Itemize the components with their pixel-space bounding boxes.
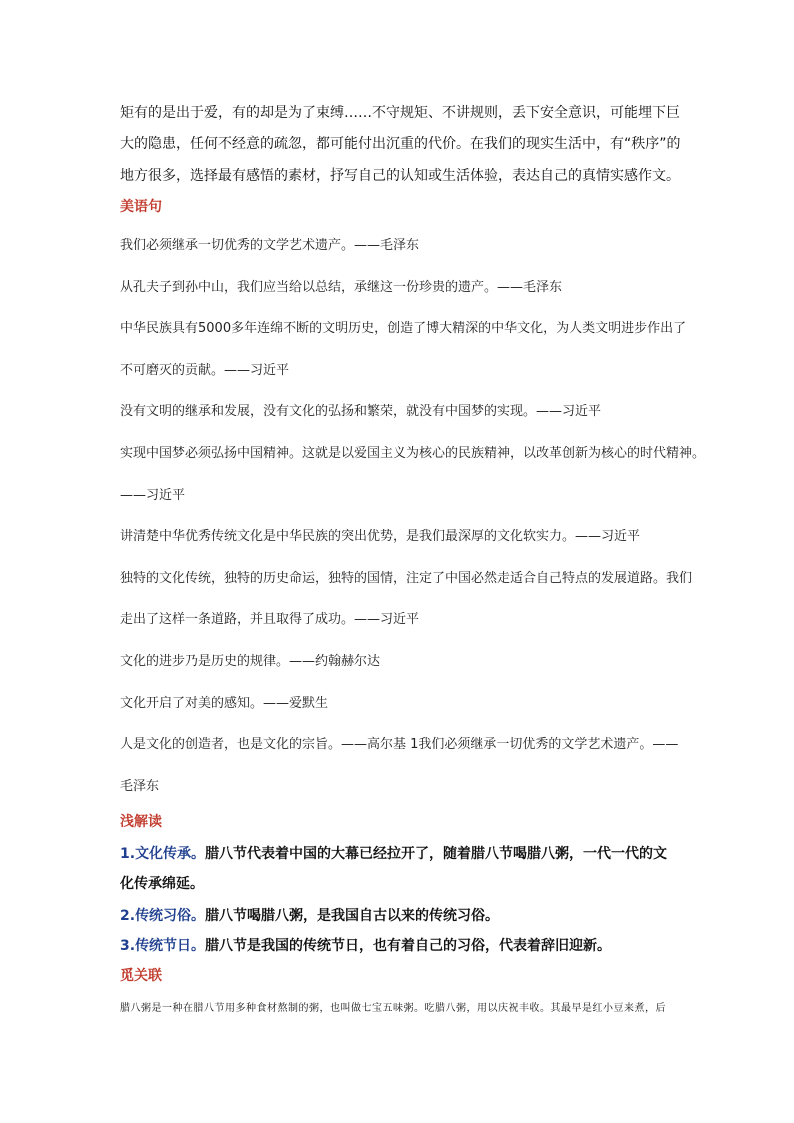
quote-line: 不可磨灭的贡献。——习近平 bbox=[120, 363, 290, 378]
quote-line: ——习近平 bbox=[120, 488, 186, 503]
interpret-number: 3. bbox=[120, 938, 136, 954]
interpret-title: 传统习俗。 bbox=[135, 908, 206, 924]
interpret-title: 传统节日。 bbox=[135, 938, 206, 954]
quote-line: 中华民族具有5000多年连绵不断的文明历史，创造了博大精深的中华文化，为人类文明进步作出了 bbox=[120, 321, 687, 336]
intro-line: 大的隐患，任何不经意的疏忽，都可能付出沉重的代价。在我们的现实生活中，有“秩序”的 bbox=[120, 136, 681, 152]
section-heading-quotes: 美语句 bbox=[120, 199, 162, 215]
quote-line: 我们必须继承一切优秀的文学艺术遗产。——毛泽东 bbox=[120, 238, 420, 253]
quote-line: 实现中国梦必须弘扬中国精神。这就是以爱国主义为核心的民族精神，以改革创新为核心的时代精神。 bbox=[120, 446, 706, 461]
quote-line: 走出了这样一条道路，并且取得了成功。——习近平 bbox=[120, 612, 420, 627]
interpret-item bbox=[120, 905, 499, 925]
quote-line: 独特的文化传统，独特的历史命运，独特的国情，注定了中国必然走适合自己特点的发展道路。我们 bbox=[120, 571, 693, 586]
interpret-text: 腊八节喝腊八粥，是我国自古以来的传统习俗。 bbox=[205, 908, 500, 924]
related-text: 腊八粥是一种在腊八节用多种食材熬制的粥，也叫做七宝五味粥。吃腊八粥，用以庆祝丰收。其最早是红小豆来煮，后 bbox=[120, 1003, 666, 1014]
interpret-text: 化传承绵延。 bbox=[120, 876, 204, 892]
interpret-number: 2. bbox=[120, 908, 136, 924]
section-heading-interpret: 浅解读 bbox=[120, 814, 162, 830]
interpret-item bbox=[120, 935, 611, 955]
interpret-title: 文化传承。 bbox=[135, 846, 206, 862]
quote-line: 文化开启了对美的感知。——爱默生 bbox=[120, 696, 329, 711]
interpret-number: 1. bbox=[120, 846, 136, 862]
quote-line: 讲清楚中华优秀传统文化是中华民族的突出优势，是我们最深厚的文化软实力。——习近平 bbox=[120, 529, 641, 544]
quote-line: 文化的进步乃是历史的规律。——约翰赫尔达 bbox=[120, 654, 381, 669]
interpret-text: 腊八节代表着中国的大幕已经拉开了，随着腊八节喝腊八粥，一代一代的文 bbox=[205, 846, 668, 862]
quote-line: 毛泽东 bbox=[120, 779, 160, 794]
quote-line: 从孔夫子到孙中山，我们应当给以总结，承继这一份珍贵的遗产。——毛泽东 bbox=[120, 280, 563, 295]
interpret-text: 腊八节是我国的传统节日，也有着自己的习俗，代表着辞旧迎新。 bbox=[205, 938, 612, 954]
quote-line: 没有文明的继承和发展，没有文化的弘扬和繁荣，就没有中国梦的实现。——习近平 bbox=[120, 404, 602, 419]
interpret-item-continued bbox=[120, 873, 204, 893]
quote-line: 人是文化的创造者，也是文化的宗旨。——高尔基 1我们必须继承一切优秀的文学艺术遗产。—— bbox=[120, 737, 679, 752]
intro-line: 矩有的是出于爱，有的却是为了束缚……不守规矩、不讲规则，丢下安全意识，可能埋下巨 bbox=[120, 105, 680, 121]
interpret-item bbox=[120, 843, 667, 863]
intro-line: 地方很多，选择最有感悟的素材，抒写自己的认知或生活体验，表达自己的真情实感作文。 bbox=[120, 168, 680, 184]
section-heading-related: 觅关联 bbox=[120, 968, 162, 984]
